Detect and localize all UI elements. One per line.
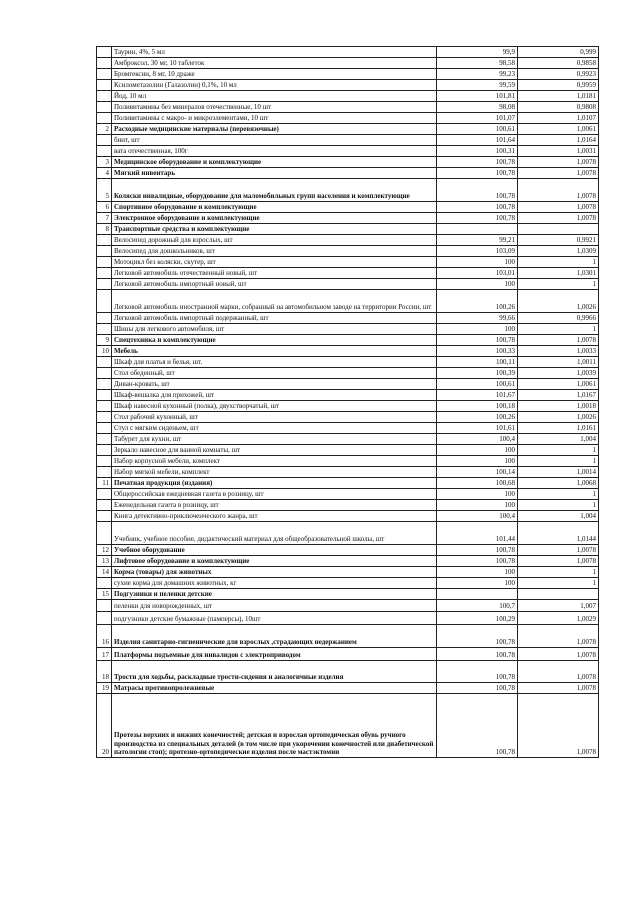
- table-row: [97, 257, 599, 268]
- row-number: [97, 47, 112, 58]
- table-row: [97, 545, 599, 556]
- row-number: [97, 500, 112, 511]
- index-coefficient: 1,0078: [518, 556, 599, 567]
- item-name: Стол рабочий кухонный, шт: [112, 412, 437, 423]
- item-name: Спецтехника и комплектующие: [112, 335, 437, 346]
- row-number: [97, 58, 112, 69]
- index-coefficient: 1,0181: [518, 91, 599, 102]
- table-row: [97, 135, 599, 146]
- index-percent: 100: [437, 489, 518, 500]
- row-number: [97, 91, 112, 102]
- index-percent: 98,08: [437, 102, 518, 113]
- table-row: [97, 390, 599, 401]
- item-name: Протезы верхних и нижних конечностей; детская и взрослая ортопедическая обувь ручного производства из специальных деталей (в том числе при укорочении конечностей или диабетической патологии стоп); протезно-ортопедические изделия после мастэктомии: [112, 694, 437, 758]
- index-coefficient: 1,0078: [518, 213, 599, 224]
- index-percent: 100,33: [437, 346, 518, 357]
- item-name: подгузники детские бумажные (памперсы), 10шт: [112, 612, 437, 625]
- table-body: [97, 47, 599, 758]
- table-row: [97, 146, 599, 157]
- row-number: 13: [97, 556, 112, 567]
- index-coefficient: 1,0011: [518, 357, 599, 368]
- index-percent: 100,4: [437, 511, 518, 522]
- table-row: [97, 648, 599, 661]
- table-row: [97, 268, 599, 279]
- item-name: Набор мягкой мебели, комплект: [112, 467, 437, 478]
- table-row: [97, 434, 599, 445]
- row-number: 2: [97, 124, 112, 135]
- table-row: [97, 279, 599, 290]
- row-number: 17: [97, 648, 112, 661]
- index-percent: 99,66: [437, 313, 518, 324]
- row-number: [97, 313, 112, 324]
- row-number: 9: [97, 335, 112, 346]
- table-row: [97, 80, 599, 91]
- item-name: Шкаф-вешалка для прихожей, шт: [112, 390, 437, 401]
- index-coefficient: 1,007: [518, 600, 599, 612]
- table-row: [97, 511, 599, 522]
- index-coefficient: 1,0078: [518, 157, 599, 168]
- row-number: 15: [97, 589, 112, 600]
- row-number: [97, 489, 112, 500]
- row-number: [97, 257, 112, 268]
- index-coefficient: 1,0029: [518, 612, 599, 625]
- item-name: Легковой автомобиль отечественный новый, шт: [112, 268, 437, 279]
- index-percent: 101,07: [437, 113, 518, 124]
- item-name: Поливитамины с макро- и микроэлементами, 10 шт: [112, 113, 437, 124]
- index-coefficient: 1,0164: [518, 135, 599, 146]
- index-percent: 100: [437, 279, 518, 290]
- item-name: Стул с мягким сиденьем, шт: [112, 423, 437, 434]
- table-row: [97, 683, 599, 694]
- row-number: 11: [97, 478, 112, 489]
- index-percent: [437, 589, 518, 600]
- table-row: [97, 489, 599, 500]
- row-number: [97, 390, 112, 401]
- item-name: Общероссийская ежедневная газета в розницу, шт: [112, 489, 437, 500]
- row-number: [97, 69, 112, 80]
- table-row: [97, 625, 599, 648]
- row-number: [97, 412, 112, 423]
- row-number: [97, 135, 112, 146]
- table-row: [97, 157, 599, 168]
- index-coefficient: 0,999: [518, 47, 599, 58]
- row-number: 14: [97, 567, 112, 578]
- index-coefficient: 1: [518, 567, 599, 578]
- row-number: [97, 434, 112, 445]
- row-number: 8: [97, 224, 112, 235]
- index-coefficient: 1,0309: [518, 246, 599, 257]
- table-row: [97, 522, 599, 545]
- item-name: Стол обеденный, шт: [112, 368, 437, 379]
- table-row: [97, 600, 599, 612]
- item-name: Спортивное оборудование и комплектующие: [112, 202, 437, 213]
- item-name: Табурет для кухни, шт: [112, 434, 437, 445]
- item-name: Легковой автомобиль иностранной марки, собранный на автомобильном заводе на территории России, шт: [112, 290, 437, 313]
- row-number: 19: [97, 683, 112, 694]
- table-row: [97, 346, 599, 357]
- index-percent: 100,61: [437, 124, 518, 135]
- table-row: [97, 589, 599, 600]
- item-name: Набор корпусной мебели, комплект: [112, 456, 437, 467]
- index-coefficient: 1,0144: [518, 522, 599, 545]
- index-percent: 100,68: [437, 478, 518, 489]
- table-row: [97, 368, 599, 379]
- row-number: [97, 279, 112, 290]
- index-percent: 99,9: [437, 47, 518, 58]
- item-name: Мебель: [112, 346, 437, 357]
- index-coefficient: 1,0078: [518, 179, 599, 202]
- table-row: [97, 91, 599, 102]
- item-name: Поливитамины без минералов отечественные, 10 шт: [112, 102, 437, 113]
- item-name: Коляски инвалидные, оборудование для маломобильных групп населения и комплектующие: [112, 179, 437, 202]
- row-number: 12: [97, 545, 112, 556]
- row-number: [97, 246, 112, 257]
- table-row: [97, 113, 599, 124]
- item-name: Печатная продукция (издания): [112, 478, 437, 489]
- item-name: Шкаф для платья и белья, шт.: [112, 357, 437, 368]
- index-coefficient: 1,0078: [518, 202, 599, 213]
- row-number: [97, 379, 112, 390]
- table-row: [97, 179, 599, 202]
- table-row: [97, 235, 599, 246]
- table-row: [97, 47, 599, 58]
- table-row: [97, 612, 599, 625]
- index-coefficient: 0,9921: [518, 235, 599, 246]
- index-coefficient: 1,0161: [518, 423, 599, 434]
- row-number: 4: [97, 168, 112, 179]
- index-percent: 100: [437, 257, 518, 268]
- index-coefficient: 1,0068: [518, 478, 599, 489]
- row-number: [97, 612, 112, 625]
- item-name: Корма (товары) для животных: [112, 567, 437, 578]
- index-coefficient: 1,0061: [518, 379, 599, 390]
- table-row: [97, 313, 599, 324]
- row-number: 20: [97, 694, 112, 758]
- index-percent: 100: [437, 567, 518, 578]
- index-percent: 100,26: [437, 290, 518, 313]
- row-number: 10: [97, 346, 112, 357]
- row-number: [97, 113, 112, 124]
- table-row: [97, 357, 599, 368]
- table-row: [97, 556, 599, 567]
- row-number: 18: [97, 661, 112, 683]
- table-row: [97, 379, 599, 390]
- row-number: [97, 324, 112, 335]
- index-coefficient: 1,0078: [518, 335, 599, 346]
- index-percent: 100,61: [437, 379, 518, 390]
- index-percent: 100,78: [437, 556, 518, 567]
- index-coefficient: 1,0078: [518, 661, 599, 683]
- item-name: Мягкий инвентарь: [112, 168, 437, 179]
- index-percent: 100,78: [437, 168, 518, 179]
- item-name: Шины для легкового автомобиля, шт: [112, 324, 437, 335]
- item-name: Платформы подъемные для инвалидов с электроприводом: [112, 648, 437, 661]
- row-number: [97, 290, 112, 313]
- table-row: [97, 290, 599, 313]
- row-number: 16: [97, 625, 112, 648]
- item-name: Учебник, учебное пособие, дидактический материал для общеобразовательной школы, шт: [112, 522, 437, 545]
- index-percent: 98,58: [437, 58, 518, 69]
- index-percent: 100,18: [437, 401, 518, 412]
- table-row: [97, 445, 599, 456]
- row-number: [97, 401, 112, 412]
- table-row: [97, 213, 599, 224]
- index-percent: 100,31: [437, 146, 518, 157]
- index-coefficient: 1,0026: [518, 412, 599, 423]
- item-name: Транспортные средства и комплектующие: [112, 224, 437, 235]
- item-name: сухие корма для домашних животных, кг: [112, 578, 437, 589]
- item-name: Легковой автомобиль импортный новый, шт: [112, 279, 437, 290]
- index-coefficient: 1,004: [518, 434, 599, 445]
- table-row: [97, 202, 599, 213]
- index-percent: 101,81: [437, 91, 518, 102]
- index-coefficient: 1,0301: [518, 268, 599, 279]
- item-name: Бромгексин, 8 мг, 10 драже: [112, 69, 437, 80]
- index-percent: 101,64: [437, 135, 518, 146]
- index-percent: 100,26: [437, 412, 518, 423]
- table-row: [97, 58, 599, 69]
- item-name: пеленки для новорожденных, шт: [112, 600, 437, 612]
- item-name: Учебное оборудование: [112, 545, 437, 556]
- index-coefficient: [518, 589, 599, 600]
- index-coefficient: 1,0078: [518, 625, 599, 648]
- index-percent: 100,78: [437, 683, 518, 694]
- index-coefficient: 1,0107: [518, 113, 599, 124]
- index-percent: 100,78: [437, 213, 518, 224]
- item-name: Подгузники и пеленки детские: [112, 589, 437, 600]
- index-percent: 100,78: [437, 202, 518, 213]
- table-row: [97, 478, 599, 489]
- row-number: 7: [97, 213, 112, 224]
- index-percent: 100,11: [437, 357, 518, 368]
- row-number: [97, 368, 112, 379]
- table-row: [97, 124, 599, 135]
- index-percent: 99,21: [437, 235, 518, 246]
- item-name: Лифтовое оборудование и комплектующие: [112, 556, 437, 567]
- item-name: Велосипед для дошкольников, шт: [112, 246, 437, 257]
- index-percent: 99,23: [437, 69, 518, 80]
- index-percent: 100,78: [437, 179, 518, 202]
- index-coefficient: 1: [518, 456, 599, 467]
- index-coefficient: 0,9858: [518, 58, 599, 69]
- index-percent: 100: [437, 456, 518, 467]
- index-percent: 99,59: [437, 80, 518, 91]
- table-row: [97, 69, 599, 80]
- item-name: Книга детективно-приключенческого жанра, шт: [112, 511, 437, 522]
- item-name: бинт, шт: [112, 135, 437, 146]
- row-number: [97, 102, 112, 113]
- index-coefficient: 1,0078: [518, 683, 599, 694]
- index-percent: 100,29: [437, 612, 518, 625]
- index-percent: 100,78: [437, 545, 518, 556]
- row-number: [97, 268, 112, 279]
- row-number: [97, 445, 112, 456]
- row-number: [97, 146, 112, 157]
- index-coefficient: 1: [518, 578, 599, 589]
- row-number: [97, 235, 112, 246]
- index-percent: 100,7: [437, 600, 518, 612]
- item-name: Легковой автомобиль импортный подержанный, шт: [112, 313, 437, 324]
- index-percent: 101,44: [437, 522, 518, 545]
- index-coefficient: 1,0018: [518, 401, 599, 412]
- item-name: Электронное оборудование и комплектующие: [112, 213, 437, 224]
- table-row: [97, 500, 599, 511]
- table-row: [97, 324, 599, 335]
- item-name: Диван-кровать, шт: [112, 379, 437, 390]
- item-name: Матрасы противопролежневые: [112, 683, 437, 694]
- index-coefficient: 1,0039: [518, 368, 599, 379]
- index-coefficient: 0,9959: [518, 80, 599, 91]
- item-name: Таурин, 4%, 5 мл: [112, 47, 437, 58]
- index-percent: 100,78: [437, 694, 518, 758]
- index-percent: 100,78: [437, 335, 518, 346]
- index-percent: 100,39: [437, 368, 518, 379]
- table-row: [97, 168, 599, 179]
- table-row: [97, 467, 599, 478]
- row-number: 3: [97, 157, 112, 168]
- row-number: [97, 600, 112, 612]
- index-coefficient: 0,9923: [518, 69, 599, 80]
- index-coefficient: 1: [518, 500, 599, 511]
- index-percent: 100,4: [437, 434, 518, 445]
- index-coefficient: 1,0078: [518, 648, 599, 661]
- index-coefficient: 1,0026: [518, 290, 599, 313]
- table-row: [97, 423, 599, 434]
- table-row: [97, 456, 599, 467]
- table-row: [97, 335, 599, 346]
- index-percent: [437, 224, 518, 235]
- index-percent: 103,09: [437, 246, 518, 257]
- row-number: [97, 357, 112, 368]
- index-coefficient: 1,0078: [518, 168, 599, 179]
- index-coefficient: 1,0167: [518, 390, 599, 401]
- price-index-table: [96, 46, 599, 758]
- item-name: Шкаф навесной кухонный (полка), двухстворчатый, шт: [112, 401, 437, 412]
- table-row: [97, 102, 599, 113]
- table-row: [97, 661, 599, 683]
- row-number: [97, 511, 112, 522]
- index-percent: 100: [437, 445, 518, 456]
- index-coefficient: 1,0033: [518, 346, 599, 357]
- index-coefficient: 1: [518, 445, 599, 456]
- index-percent: 100,78: [437, 157, 518, 168]
- index-coefficient: 1: [518, 257, 599, 268]
- item-name: Ксилометазолин (Галазолин) 0,1%, 10 мл: [112, 80, 437, 91]
- index-coefficient: 0,9966: [518, 313, 599, 324]
- index-percent: 100,78: [437, 661, 518, 683]
- index-percent: 100,78: [437, 648, 518, 661]
- item-name: Велосипед дорожный для взрослых, шт: [112, 235, 437, 246]
- index-percent: 100,14: [437, 467, 518, 478]
- index-percent: 100: [437, 500, 518, 511]
- item-name: Расходные медицинские материалы (перевязочные): [112, 124, 437, 135]
- item-name: Йод, 10 мл: [112, 91, 437, 102]
- table-row: [97, 412, 599, 423]
- index-percent: 101,61: [437, 423, 518, 434]
- item-name: Трости для ходьбы, раскладные трости-сидения и аналогичные изделия: [112, 661, 437, 683]
- item-name: Медицинское оборудование и комплектующие: [112, 157, 437, 168]
- table-row: [97, 567, 599, 578]
- index-coefficient: 1,0014: [518, 467, 599, 478]
- table-row: [97, 578, 599, 589]
- row-number: [97, 423, 112, 434]
- row-number: [97, 456, 112, 467]
- item-name: Амброксол, 30 мг, 10 таблеток: [112, 58, 437, 69]
- index-percent: 100,78: [437, 625, 518, 648]
- index-coefficient: 1,004: [518, 511, 599, 522]
- index-coefficient: 1: [518, 279, 599, 290]
- row-number: [97, 467, 112, 478]
- row-number: 5: [97, 179, 112, 202]
- index-coefficient: 1: [518, 489, 599, 500]
- item-name: Зеркало навесное для ванной комнаты, шт: [112, 445, 437, 456]
- index-percent: 101,67: [437, 390, 518, 401]
- item-name: Еженедельная газета в розницу, шт: [112, 500, 437, 511]
- index-coefficient: [518, 224, 599, 235]
- index-percent: 103,01: [437, 268, 518, 279]
- index-coefficient: 1,0031: [518, 146, 599, 157]
- item-name: Мотоцикл без коляски, скутер, шт: [112, 257, 437, 268]
- row-number: [97, 578, 112, 589]
- index-coefficient: 1: [518, 324, 599, 335]
- index-coefficient: 1,0061: [518, 124, 599, 135]
- table-row: [97, 224, 599, 235]
- item-name: вата отечественная, 100г: [112, 146, 437, 157]
- index-percent: 100: [437, 324, 518, 335]
- row-number: [97, 522, 112, 545]
- row-number: 6: [97, 202, 112, 213]
- index-coefficient: 1,0078: [518, 545, 599, 556]
- index-percent: 100: [437, 578, 518, 589]
- index-coefficient: 0,9808: [518, 102, 599, 113]
- table-row: [97, 694, 599, 758]
- row-number: [97, 80, 112, 91]
- item-name: Изделия санитарно-гигиенические для взрослых ,страдающих недержанием: [112, 625, 437, 648]
- table-row: [97, 401, 599, 412]
- index-coefficient: 1,0078: [518, 694, 599, 758]
- table-row: [97, 246, 599, 257]
